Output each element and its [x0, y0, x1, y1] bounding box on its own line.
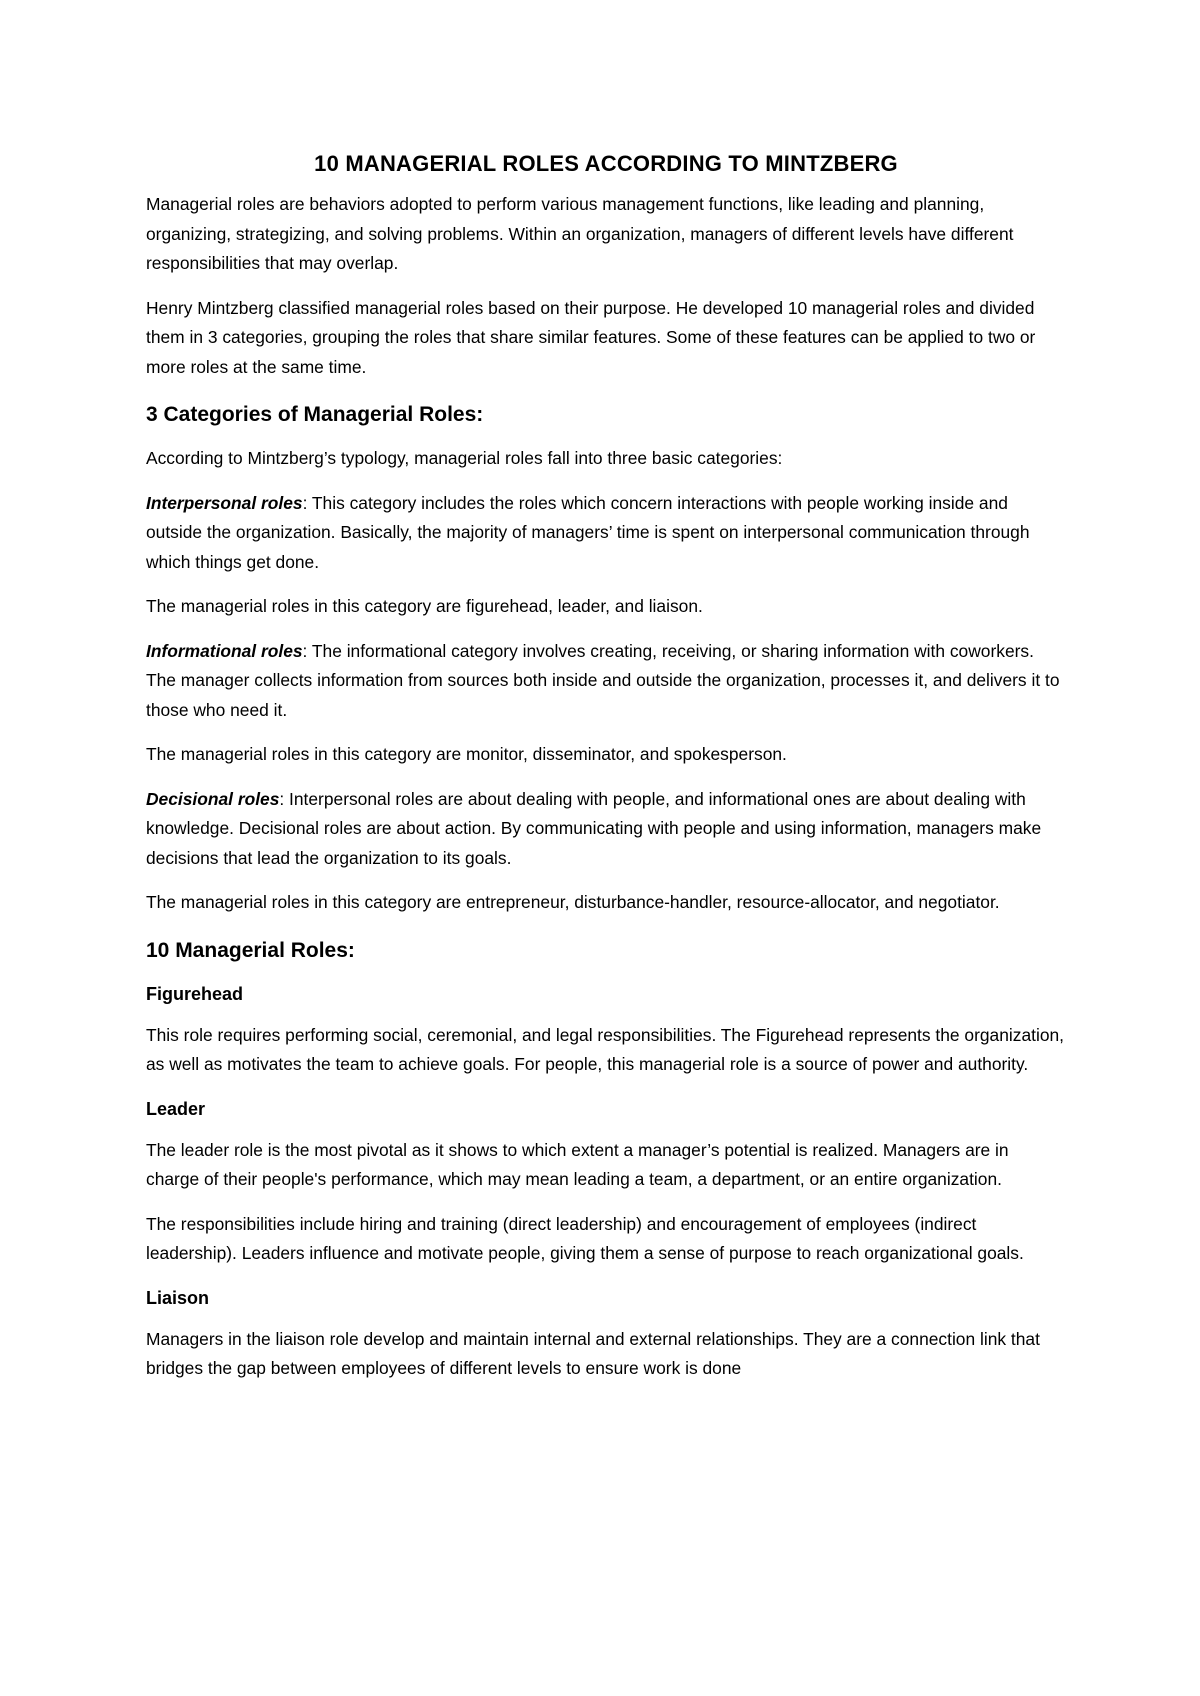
leader-paragraph-2: The responsibilities include hiring and training (direct leadership) and encouragement of employees (indirect leadership). Leaders influence and motivate people, giving them a sense of purpose to reach organizational goals.	[146, 1213, 1024, 1263]
informational-roles: The managerial roles in this category are monitor, disseminator, and spokesperson.	[146, 744, 787, 764]
decisional-paragraph	[146, 785, 1066, 874]
roles-heading: 10 Managerial Roles:	[146, 938, 355, 962]
interpersonal-paragraph	[146, 489, 1066, 578]
decisional-term: Decisional roles	[146, 788, 280, 809]
interpersonal-roles: The managerial roles in this category are figurehead, leader, and liaison.	[146, 596, 703, 616]
figurehead-heading: Figurehead	[146, 983, 244, 1004]
categories-intro: According to Mintzberg’s typology, managerial roles fall into three basic categories:	[146, 448, 783, 468]
leader-paragraph-1: The leader role is the most pivotal as it shows to which extent a manager’s potential is realized. Managers are in charge of their people's performance, which may mean leading a team, a department, or an entire organization.	[146, 1139, 1009, 1189]
decisional-roles: The managerial roles in this category are entrepreneur, disturbance-handler, resource-allocator, and negotiator.	[146, 892, 1000, 912]
document-page	[146, 150, 1066, 1399]
informational-paragraph	[146, 637, 1066, 726]
intro-paragraph-2: Henry Mintzberg classified managerial roles based on their purpose. He developed 10 managerial roles and divided them in 3 categories, grouping the roles that share similar features. Some of these features can be applied to two or more roles at the same time.	[146, 297, 1036, 377]
figurehead-paragraph: This role requires performing social, ceremonial, and legal responsibilities. The Figurehead represents the organization, as well as motivates the team to achieve goals. For people, this managerial role is a source of power and authority.	[146, 1024, 1065, 1074]
interpersonal-term: Interpersonal roles	[146, 492, 303, 513]
interpersonal-text: : This category includes the roles which concern interactions with people working inside and outside the organization. Basically, the majority of managers’ time is spent on interpersonal communication through which things get done.	[146, 492, 1030, 572]
liaison-paragraph: Managers in the liaison role develop and maintain internal and external relationships. They are a connection link that bridges the gap between employees of different levels to ensure work is done	[146, 1328, 1040, 1378]
categories-heading: 3 Categories of Managerial Roles:	[146, 403, 484, 426]
informational-term: Informational roles	[146, 640, 303, 661]
leader-heading: Leader	[146, 1098, 206, 1119]
liaison-heading: Liaison	[146, 1287, 210, 1308]
decisional-text: : Interpersonal roles are about dealing with people, and informational ones are about dealing with knowledge. Decisional roles are about action. By communicating with people and using information, managers make decisions that lead the organization to its goals.	[146, 788, 1042, 868]
intro-paragraph-1: Managerial roles are behaviors adopted to perform various management functions, like leading and planning, organizing, strategizing, and solving problems. Within an organization, managers of different levels have different responsibilities that may overlap.	[146, 194, 1014, 273]
page-title: 10 MANAGERIAL ROLES ACCORDING TO MINTZBERG	[314, 151, 898, 176]
informational-text: : The informational category involves creating, receiving, or sharing information with coworkers. The manager collects information from sources both inside and outside the organization, processes it, and delivers it to those who need it.	[146, 640, 1060, 720]
